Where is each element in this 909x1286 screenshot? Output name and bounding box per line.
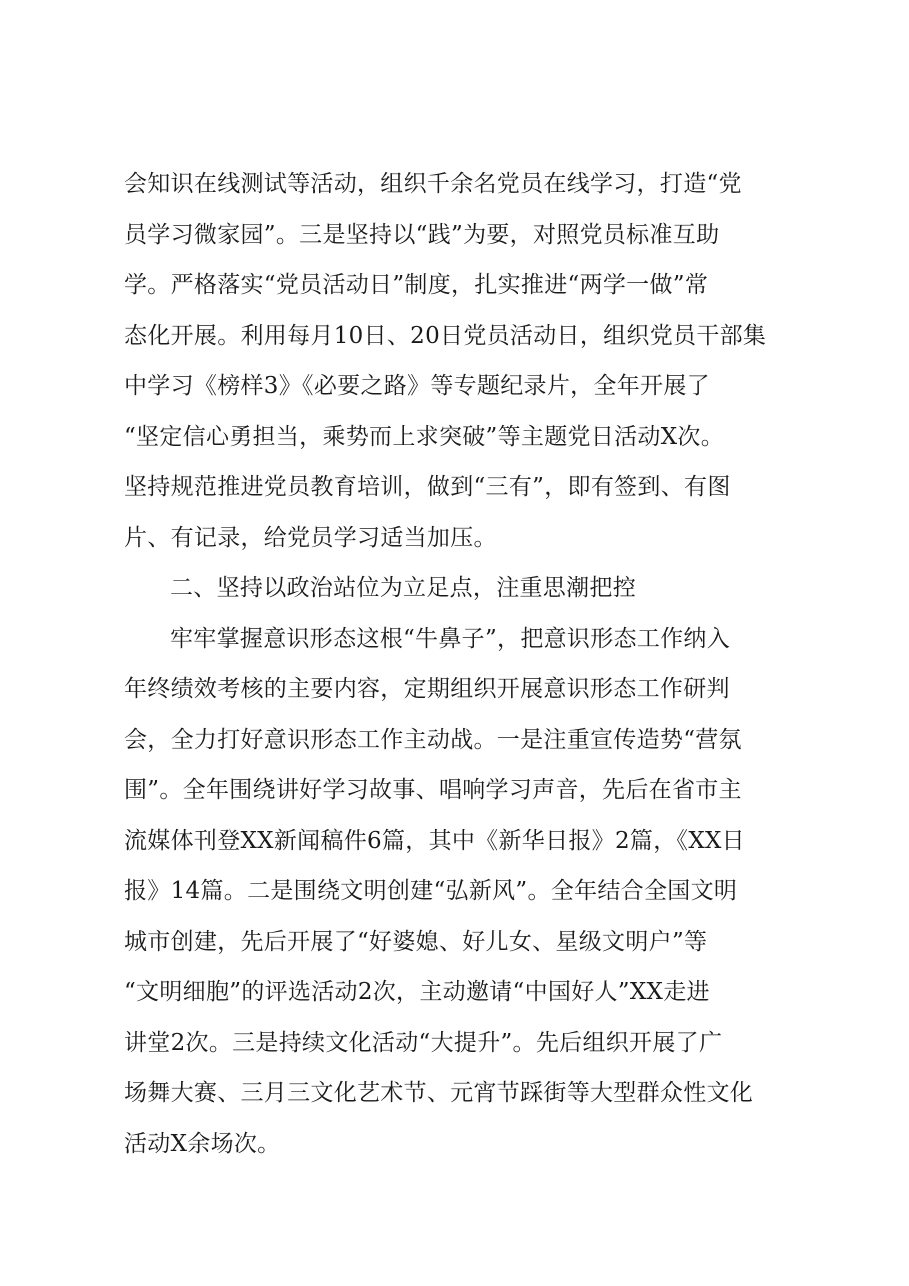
body-line: 城市创建，先后开展了“好婆媳、好儿女、星级文明户”等 xyxy=(124,928,708,955)
section-heading: 二、坚持以政治站位为立足点，注重思潮把控 xyxy=(170,575,636,601)
body-line: 年终绩效考核的主要内容，定期组织开展意识形态工作研判 xyxy=(124,676,730,702)
body-line: 牢牢掌握意识形态这根“牛鼻子”，把意识形态工作纳入 xyxy=(170,625,731,652)
body-line: 态化开展。利用每月10日、20日党员活动日，组织党员干部集 xyxy=(124,322,767,349)
document-body xyxy=(124,159,804,1169)
body-line: 场舞大赛、三月三文化艺术节、元宵节踩街等大型群众性文化 xyxy=(124,1080,754,1106)
body-line: 坚持规范推进党员教育培训，做到“三有”，即有签到、有图 xyxy=(124,474,731,500)
body-line: “坚定信心勇担当，乘势而上求突破”等主题党日活动X次。 xyxy=(124,423,724,450)
body-line: 学。严格落实“党员活动日”制度，扎实推进“两学一做”常 xyxy=(124,272,709,298)
body-line: 围”。全年围绕讲好学习故事、唱响学习声音，先后在省市主 xyxy=(124,777,742,803)
body-line: 会知识在线测试等活动，组织千余名党员在线学习，打造“党 xyxy=(124,171,742,197)
body-line: 活动X余场次。 xyxy=(124,1130,281,1157)
body-line: “文明细胞”的评选活动2次，主动邀请“中国好人”XX走进 xyxy=(124,979,710,1005)
body-line: 讲堂2次。三是持续文化活动“大提升”。先后组织开展了广 xyxy=(124,1029,723,1056)
body-line: 报》14篇。二是围绕文明创建“弘新风”。全年结合全国文明 xyxy=(124,878,738,904)
body-line: 员学习微家园”。三是坚持以“践”为要，对照党员标准互助 xyxy=(124,221,720,248)
body-line: 会，全力打好意识形态工作主动战。一是注重宣传造势“营氛 xyxy=(124,726,742,753)
body-line: 中学习《榜样3》《必要之路》等专题纪录片，全年开展了 xyxy=(124,373,710,399)
body-line: 流媒体刊登XX新闻稿件6篇，其中《新华日报》2篇，《XX日 xyxy=(124,827,745,854)
body-line: 片、有记录，给党员学习适当加压。 xyxy=(124,524,497,551)
